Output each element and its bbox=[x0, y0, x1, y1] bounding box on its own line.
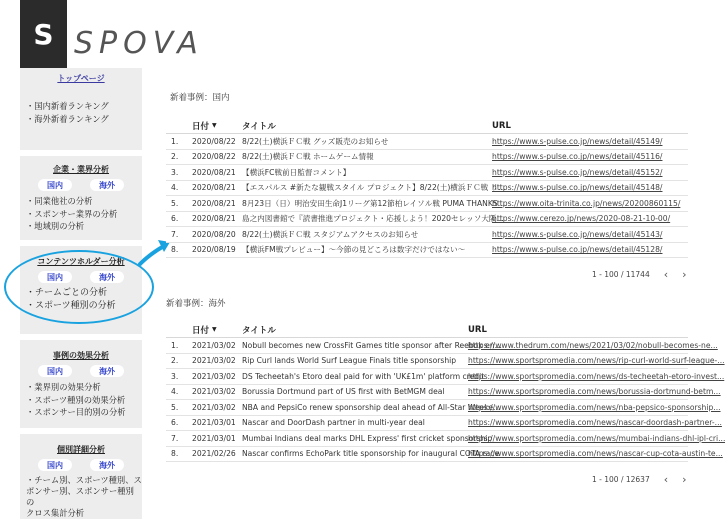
overseas-pager bbox=[592, 473, 687, 486]
row-title: DS Techeetah's Etoro deal paid for with 'UK£1m' platform credit bbox=[242, 371, 485, 381]
logo-mark[interactable]: S bbox=[20, 0, 67, 68]
row-date: 2021/03/02 bbox=[192, 371, 236, 381]
row-title: Borussia Dortmund part of US first with BetMGM deal bbox=[242, 387, 445, 397]
row-number: 8. bbox=[171, 449, 179, 459]
sidebar-effect-block bbox=[20, 350, 142, 419]
prev-page-icon[interactable]: ‹ bbox=[663, 268, 669, 281]
row-number: 2. bbox=[171, 356, 179, 366]
table-header bbox=[166, 118, 688, 134]
sort-caret-icon: ▼ bbox=[212, 326, 217, 333]
title-header: タイトル bbox=[242, 325, 276, 336]
industry-item[interactable]: ・同業他社の分析 bbox=[26, 196, 93, 206]
row-number: 6. bbox=[171, 214, 179, 224]
date-sort-header[interactable]: 日付 ▼ bbox=[192, 325, 217, 336]
row-url-link[interactable]: https://www.sportspromedia.com/news/nascar-doordash-partner-... bbox=[468, 418, 722, 428]
row-title: 8月23日（日）明治安田生命J1リーグ第12節柏レイソル戦 PUMA THANKS ... bbox=[242, 198, 508, 208]
industry-item[interactable]: ・地域別の分析 bbox=[26, 221, 85, 231]
url-header: URL bbox=[492, 120, 511, 131]
industry-domestic-button[interactable]: 国内 bbox=[38, 179, 72, 191]
top-page-link[interactable]: トップページ bbox=[57, 74, 105, 83]
row-url-link[interactable]: https://www.sportspromedia.com/news/mumbai-indians-dhl-ipl-cri... bbox=[468, 433, 725, 443]
row-number: 7. bbox=[171, 433, 179, 443]
sidebar-divider bbox=[20, 334, 142, 340]
row-title: Nobull becomes new CrossFit Games title sponsor after Reebok en... bbox=[242, 340, 502, 350]
detail-domestic-button[interactable]: 国内 bbox=[38, 459, 72, 471]
table-row[interactable] bbox=[166, 150, 688, 166]
table-row[interactable] bbox=[166, 385, 721, 401]
table-row[interactable] bbox=[166, 227, 688, 243]
row-title: 【エスパルス #新たな観戦スタイル プロジェクト】8/22(土)横浜ＦＣ戦 リ... bbox=[242, 183, 506, 193]
sort-caret-icon: ▼ bbox=[212, 122, 217, 129]
effect-item[interactable]: ・スポンサー目的別の分析 bbox=[26, 407, 126, 417]
row-date: 2020/08/22 bbox=[192, 136, 236, 146]
row-date: 2021/03/02 bbox=[192, 387, 236, 397]
row-date: 2021/03/02 bbox=[192, 402, 236, 412]
table-header bbox=[166, 322, 688, 338]
row-title: 島之内図書館で『読書推進プロジェクト・応援しよう！2020セレッソ大阪... bbox=[242, 214, 504, 224]
detail-item[interactable]: ポンサー別、スポンサー種別の bbox=[26, 486, 134, 507]
row-number: 5. bbox=[171, 198, 179, 208]
row-date: 2020/08/20 bbox=[192, 229, 236, 239]
row-url-link[interactable]: https://www.sportspromedia.com/news/ds-techeetah-etoro-invest... bbox=[468, 371, 725, 381]
detail-title[interactable]: 個別詳細分析 bbox=[57, 445, 105, 454]
row-title: 8/22(土)横浜ＦＣ戦 スタジアムアクセスのお知らせ bbox=[242, 229, 419, 239]
detail-list bbox=[20, 475, 142, 519]
pager-count: 1 - 100 / 12637 bbox=[592, 475, 650, 484]
industry-item[interactable]: ・スポンサー業界の分析 bbox=[26, 208, 118, 219]
holder-overseas-button[interactable]: 海外 bbox=[90, 271, 124, 283]
holder-item[interactable]: ・チームごとの分析 bbox=[26, 288, 108, 298]
row-url-link[interactable]: https://www.s-pulse.co.jp/news/detail/45149/ bbox=[492, 136, 663, 146]
date-sort-header[interactable]: 日付 ▼ bbox=[192, 121, 217, 132]
industry-title[interactable]: 企業・業界分析 bbox=[53, 165, 109, 174]
table-row[interactable] bbox=[166, 431, 725, 447]
table-row[interactable] bbox=[166, 400, 721, 416]
prev-page-icon[interactable]: ‹ bbox=[663, 473, 669, 486]
row-number: 7. bbox=[171, 229, 179, 239]
row-title: 【横浜FC戦前日監督コメント】 bbox=[242, 167, 351, 177]
row-url-link[interactable]: https://www.sportspromedia.com/news/borussia-dortmund-betm... bbox=[468, 387, 721, 397]
row-url-link[interactable]: https://www.s-pulse.co.jp/news/detail/45116/ bbox=[492, 152, 663, 162]
pager-count: 1 - 100 / 11744 bbox=[592, 270, 650, 279]
effect-item[interactable]: ・業界別の効果分析 bbox=[26, 382, 101, 392]
row-url-link[interactable]: https://www.s-pulse.co.jp/news/detail/45143/ bbox=[492, 229, 663, 239]
sidebar-divider bbox=[20, 428, 142, 434]
row-number: 8. bbox=[171, 245, 179, 255]
row-date: 2020/08/22 bbox=[192, 152, 236, 162]
overseas-table bbox=[166, 322, 725, 462]
detail-item[interactable]: クロス集計分析 bbox=[26, 508, 85, 518]
effect-title[interactable]: 事例の効果分析 bbox=[53, 351, 109, 360]
row-url-link[interactable]: https://www.sportspromedia.com/news/rip-curl-world-surf-league-... bbox=[468, 356, 725, 366]
holder-title[interactable]: コンテンツホルダー分析 bbox=[37, 257, 125, 266]
table-row[interactable] bbox=[166, 181, 688, 197]
title-header: タイトル bbox=[242, 121, 276, 132]
overseas-section-title: 新着事例：海外 bbox=[166, 299, 226, 309]
domestic-table bbox=[166, 118, 688, 258]
sidebar-divider bbox=[20, 150, 142, 156]
row-title: 【横浜FM戦プレビュー】～今節の見どころは数字だけではない～ bbox=[242, 245, 466, 255]
table-row[interactable] bbox=[166, 447, 723, 463]
row-url-link[interactable]: https://www.sportspromedia.com/news/nba-pepsico-sponsorship... bbox=[468, 402, 721, 412]
row-url-link[interactable]: https://www.s-pulse.co.jp/news/detail/45152/ bbox=[492, 167, 663, 177]
row-url-link[interactable]: https://www.sportspromedia.com/news/nascar-cup-cota-austin-te... bbox=[468, 449, 723, 459]
sidebar-detail-block bbox=[20, 444, 142, 519]
holder-item[interactable]: ・スポーツ種別の分析 bbox=[26, 301, 116, 311]
row-url-link[interactable]: https://www.cerezo.jp/news/2020-08-21-10-00/ bbox=[492, 214, 671, 224]
row-date: 2020/08/19 bbox=[192, 245, 236, 255]
url-header: URL bbox=[468, 324, 487, 335]
table-row[interactable] bbox=[166, 196, 688, 212]
row-date: 2020/08/21 bbox=[192, 198, 236, 208]
table-row[interactable] bbox=[166, 165, 688, 181]
row-url-link[interactable]: https://www.s-pulse.co.jp/news/detail/45148/ bbox=[492, 183, 663, 193]
sidebar-industry-block bbox=[20, 164, 142, 233]
row-number: 5. bbox=[171, 402, 179, 412]
row-date: 2020/08/21 bbox=[192, 183, 236, 193]
detail-overseas-button[interactable]: 海外 bbox=[90, 459, 124, 471]
row-date: 2021/03/02 bbox=[192, 340, 236, 350]
row-number: 4. bbox=[171, 387, 179, 397]
row-number: 6. bbox=[171, 418, 179, 428]
row-title: 8/22(土)横浜ＦＣ戦 ホームゲーム情報 bbox=[242, 152, 374, 162]
row-title: Mumbai Indians deal marks DHL Express' first cricket sponsorship bbox=[242, 433, 493, 443]
row-number: 3. bbox=[171, 167, 179, 177]
row-date: 2021/03/01 bbox=[192, 418, 236, 428]
effect-overseas-button[interactable]: 海外 bbox=[90, 365, 124, 377]
row-number: 2. bbox=[171, 152, 179, 162]
detail-item[interactable]: ・チーム別、スポーツ種別、ス bbox=[26, 475, 142, 485]
industry-overseas-button[interactable]: 海外 bbox=[90, 179, 124, 191]
table-row[interactable] bbox=[166, 212, 688, 228]
domestic-section-title: 新着事例：国内 bbox=[170, 93, 230, 103]
next-page-icon[interactable]: › bbox=[682, 268, 687, 281]
holder-domestic-button[interactable]: 国内 bbox=[38, 271, 72, 283]
row-number: 1. bbox=[171, 136, 179, 146]
ranking-domestic-link[interactable]: ・国内新着ランキング bbox=[26, 101, 109, 111]
row-title: Nascar confirms EchoPark title sponsorship for inaugural COTA race bbox=[242, 449, 500, 459]
top-list bbox=[20, 100, 142, 125]
sidebar-divider bbox=[20, 240, 142, 246]
row-title: 8/22(土)横浜ＦＣ戦 グッズ販売のお知らせ bbox=[242, 136, 389, 146]
industry-list bbox=[20, 195, 142, 233]
row-title: Nascar and DoorDash partner in multi-year deal bbox=[242, 418, 425, 428]
row-title: Rip Curl lands World Surf League Finals title sponsorship bbox=[242, 356, 457, 366]
ranking-overseas-link[interactable]: ・海外新着ランキング bbox=[26, 113, 109, 124]
table-row[interactable] bbox=[166, 416, 722, 432]
row-date: 2020/08/21 bbox=[192, 167, 236, 177]
brand-name[interactable]: SPOVA bbox=[74, 26, 204, 61]
row-date: 2021/02/26 bbox=[192, 449, 236, 459]
domestic-pager bbox=[592, 268, 687, 281]
highlight-circle bbox=[4, 250, 154, 324]
row-date: 2020/08/21 bbox=[192, 214, 236, 224]
row-title: NBA and PepsiCo renew sponsorship deal ahead of All-Star Weeke... bbox=[242, 402, 501, 412]
row-url-link[interactable]: https://www.oita-trinita.co.jp/news/20200860115/ bbox=[492, 198, 681, 208]
row-date: 2021/03/01 bbox=[192, 433, 236, 443]
row-number: 3. bbox=[171, 371, 179, 381]
sidebar-top-block bbox=[20, 73, 142, 148]
row-date: 2021/03/02 bbox=[192, 356, 236, 366]
table-row[interactable] bbox=[166, 243, 688, 259]
table-row[interactable] bbox=[166, 369, 725, 385]
row-url-link[interactable]: https://www.s-pulse.co.jp/news/detail/45128/ bbox=[492, 245, 663, 255]
next-page-icon[interactable]: › bbox=[682, 473, 687, 486]
effect-item[interactable]: ・スポーツ種別の効果分析 bbox=[26, 394, 126, 405]
table-row[interactable] bbox=[166, 338, 718, 354]
table-row[interactable] bbox=[166, 354, 725, 370]
row-number: 1. bbox=[171, 340, 179, 350]
effect-domestic-button[interactable]: 国内 bbox=[38, 365, 72, 377]
row-number: 4. bbox=[171, 183, 179, 193]
effect-list bbox=[20, 381, 142, 419]
row-url-link[interactable]: https://www.thedrum.com/news/2021/03/02/nobull-becomes-ne... bbox=[468, 340, 718, 350]
table-row[interactable] bbox=[166, 134, 688, 150]
